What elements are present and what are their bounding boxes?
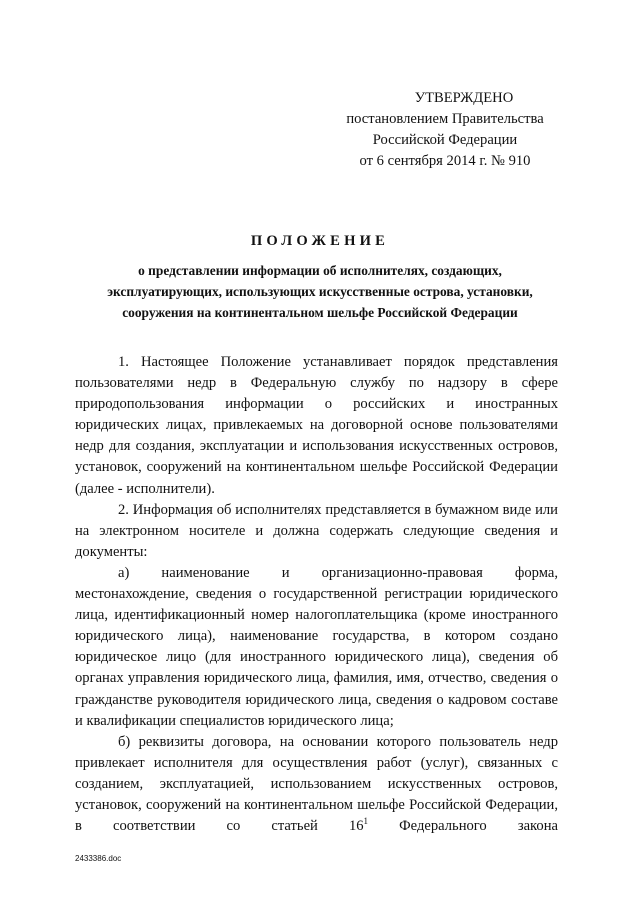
document-subtitle bbox=[80, 260, 560, 323]
approval-heading: УТВЕРЖДЕНО bbox=[414, 90, 514, 106]
article-superscript: 1 bbox=[363, 816, 369, 827]
approval-line-1: постановлением Правительства bbox=[346, 111, 544, 127]
paragraph-1: 1. Настоящее Положение устанавливает порядок представления пользователями недр в Федеральную службу по надзору в сфере природопользования информации о российских и иностранных юридических лицах, привлекаемых на договорной основе пользователями недр для создания, эксплуатации и использования искусственных островов, установок, сооружений на континентальном шельфе Российской Федерации (далее - исполнители). bbox=[75, 354, 558, 497]
approval-line-2: Российской Федерации bbox=[372, 132, 518, 148]
paragraph-4-tail: Федерального закона bbox=[368, 818, 558, 835]
document-body bbox=[75, 352, 558, 837]
subtitle-line-3: сооружения на континентальном шельфе Российской Федерации bbox=[122, 305, 518, 320]
subtitle-line-1: о представлении информации об исполнителях, создающих, bbox=[138, 263, 502, 278]
paragraph-4-text: б) реквизиты договора, на основании которого пользователь недр привлекает исполнителя для осуществления работ (услуг), связанных с созданием, эксплуатацией, использованием искусственных островов, установок, сооружений на континентальном шельфе Российской Федерации, в соответствии со статьей 16 bbox=[75, 733, 558, 835]
approval-block bbox=[310, 88, 580, 172]
approval-line-3: от 6 сентября 2014 г. № 910 bbox=[359, 153, 531, 169]
paragraph-3: а) наименование и организационно-правовая форма, местонахождение, сведения о государственной регистрации юридического лица, идентификационный номер налогоплательщика (кроме иностранного юридического лица), наименование государства, в котором создано юридическое лицо (для иностранного юридического лица), сведения об органах управления юридического лица, фамилия, имя, отчество, сведения о гражданстве руководителя юридического лица, сведения о кадровом составе и квалификации специалистов юридического лица; bbox=[75, 564, 558, 729]
subtitle-line-2: эксплуатирующих, использующих искусственные острова, установки, bbox=[107, 284, 533, 299]
paragraph-2: 2. Информация об исполнителях представляется в бумажном виде или на электронном носителе и должна содержать следующие сведения и документы: bbox=[75, 501, 558, 560]
paragraph-4 bbox=[75, 732, 558, 837]
document-title: ПОЛОЖЕНИЕ bbox=[250, 233, 390, 249]
file-name-footer: 2433386.doc bbox=[75, 854, 122, 863]
